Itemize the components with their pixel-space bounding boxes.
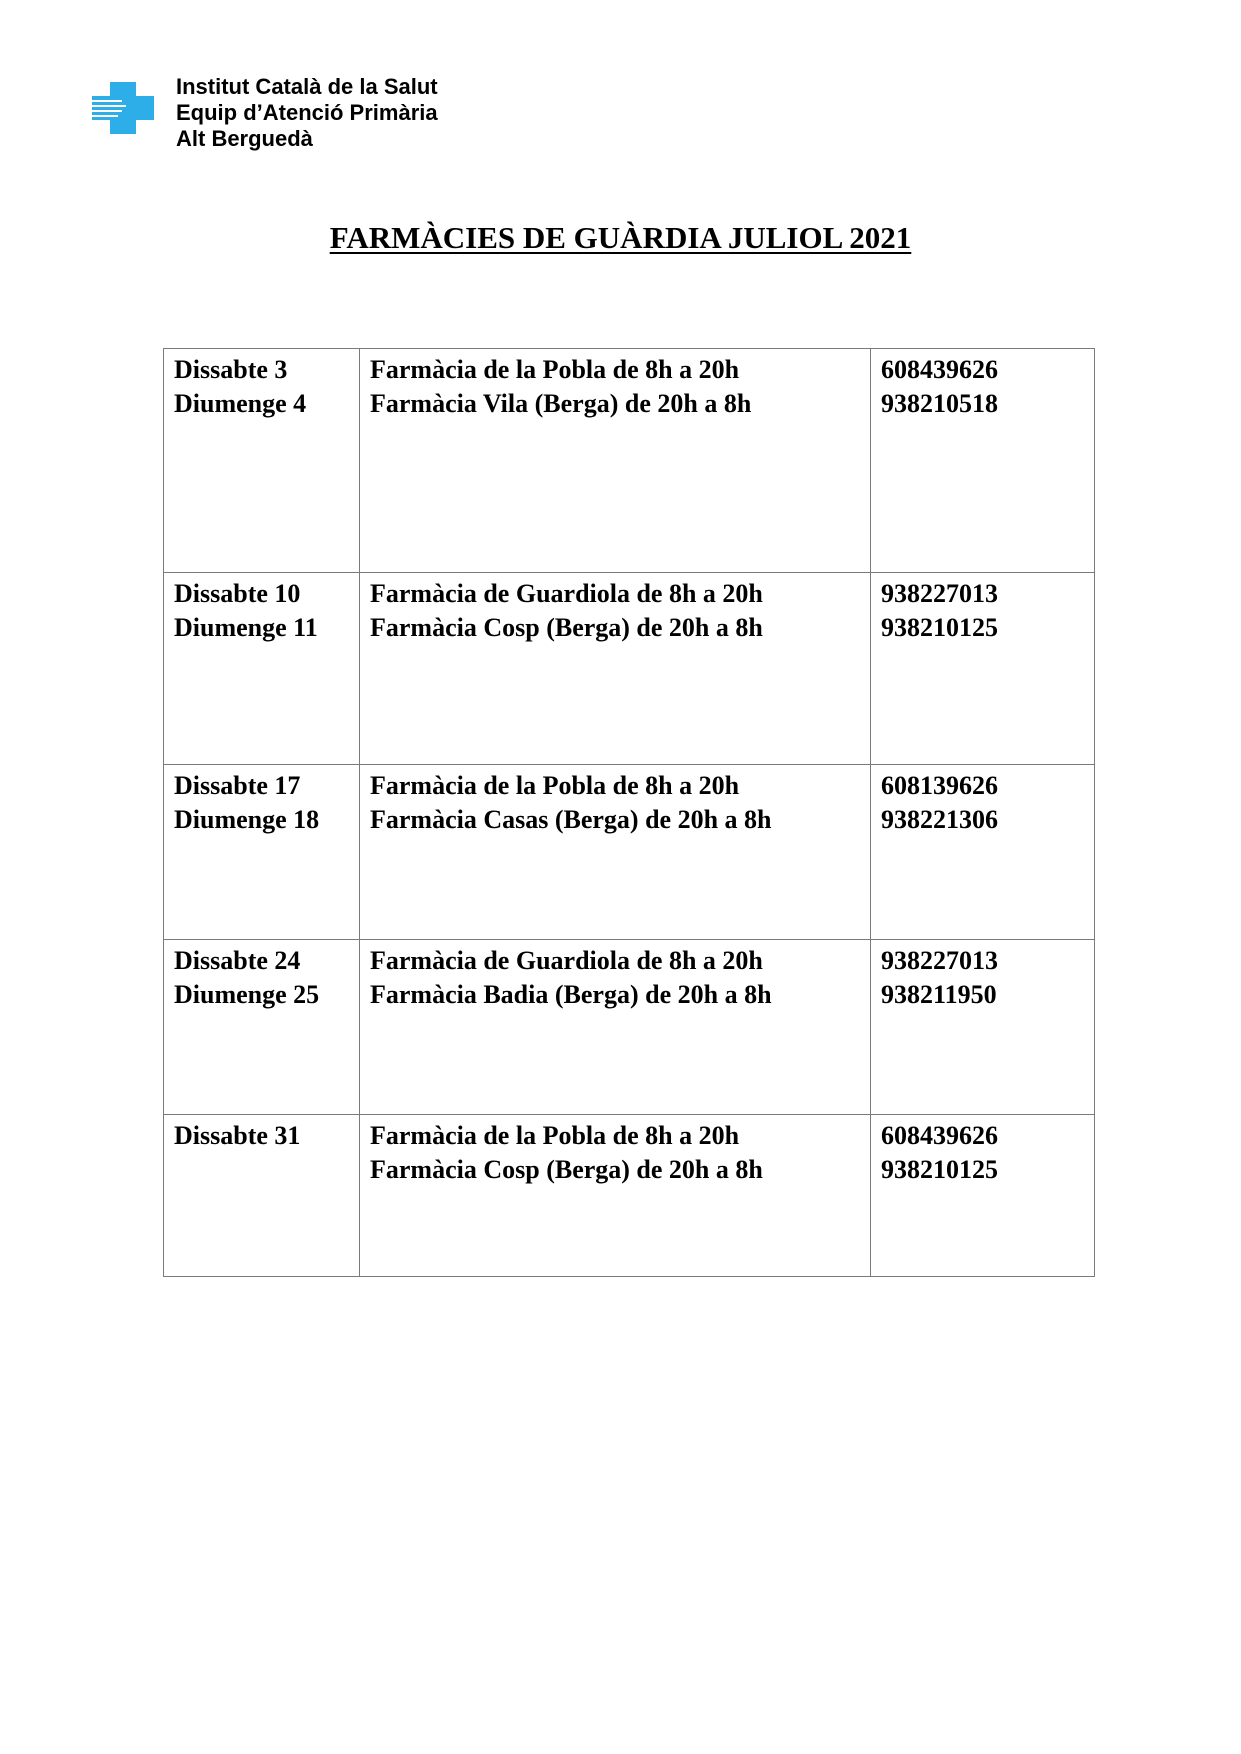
pharmacy-text: Farmàcia de la Pobla de 8h a 20h [370,771,740,800]
table-row [164,940,1095,1115]
pharmacy-cell [360,573,871,765]
phone-cell [871,940,1095,1115]
organization-name [176,74,438,152]
page-title: FARMÀCIES DE GUÀRDIA JULIOL 2021 [329,220,912,255]
date-text: Diumenge 11 [174,613,318,642]
organization-line: Alt Berguedà [176,126,313,151]
ics-cross-logo-icon [92,82,154,134]
phone-number: 608139626 [881,771,998,800]
pharmacy-schedule-table [163,348,1095,1277]
date-text: Dissabte 17 [174,771,301,800]
phone-number: 938211950 [881,980,997,1009]
organization-line: Equip d’Atenció Primària [176,100,438,125]
phone-number: 938210125 [881,613,998,642]
phone-number: 938227013 [881,579,998,608]
table-row [164,349,1095,573]
table-row [164,1115,1095,1277]
pharmacy-text: Farmàcia Casas (Berga) de 20h a 8h [370,805,772,834]
date-text: Dissabte 10 [174,579,301,608]
pharmacy-text: Farmàcia Cosp (Berga) de 20h a 8h [370,1155,763,1184]
phone-cell [871,1115,1095,1277]
pharmacy-cell [360,940,871,1115]
pharmacy-cell [360,1115,871,1277]
pharmacy-text: Farmàcia de Guardiola de 8h a 20h [370,946,763,975]
pharmacy-text: Farmàcia Badia (Berga) de 20h a 8h [370,980,772,1009]
date-text: Diumenge 18 [174,805,320,834]
pharmacy-text: Farmàcia de la Pobla de 8h a 20h [370,1121,740,1150]
pharmacy-text: Farmàcia de Guardiola de 8h a 20h [370,579,763,608]
date-cell [164,1115,360,1277]
pharmacy-text: Farmàcia Cosp (Berga) de 20h a 8h [370,613,763,642]
date-text: Dissabte 24 [174,946,301,975]
date-cell [164,349,360,573]
pharmacy-text: Farmàcia de la Pobla de 8h a 20h [370,355,740,384]
date-text: Dissabte 31 [174,1121,301,1150]
date-cell [164,765,360,940]
pharmacy-cell [360,349,871,573]
pharmacy-cell [360,765,871,940]
phone-number: 938221306 [881,805,998,834]
phone-number: 938210125 [881,1155,998,1184]
date-cell [164,573,360,765]
date-text: Diumenge 25 [174,980,320,1009]
phone-cell [871,573,1095,765]
organization-line: Institut Català de la Salut [176,74,438,99]
phone-number: 938227013 [881,946,998,975]
phone-number: 938210518 [881,389,998,418]
date-text: Diumenge 4 [174,389,307,418]
table-row [164,765,1095,940]
phone-number: 608439626 [881,355,998,384]
date-text: Dissabte 3 [174,355,288,384]
phone-cell [871,765,1095,940]
phone-number: 608439626 [881,1121,998,1150]
phone-cell [871,349,1095,573]
date-cell [164,940,360,1115]
table-row [164,573,1095,765]
pharmacy-text: Farmàcia Vila (Berga) de 20h a 8h [370,389,752,418]
